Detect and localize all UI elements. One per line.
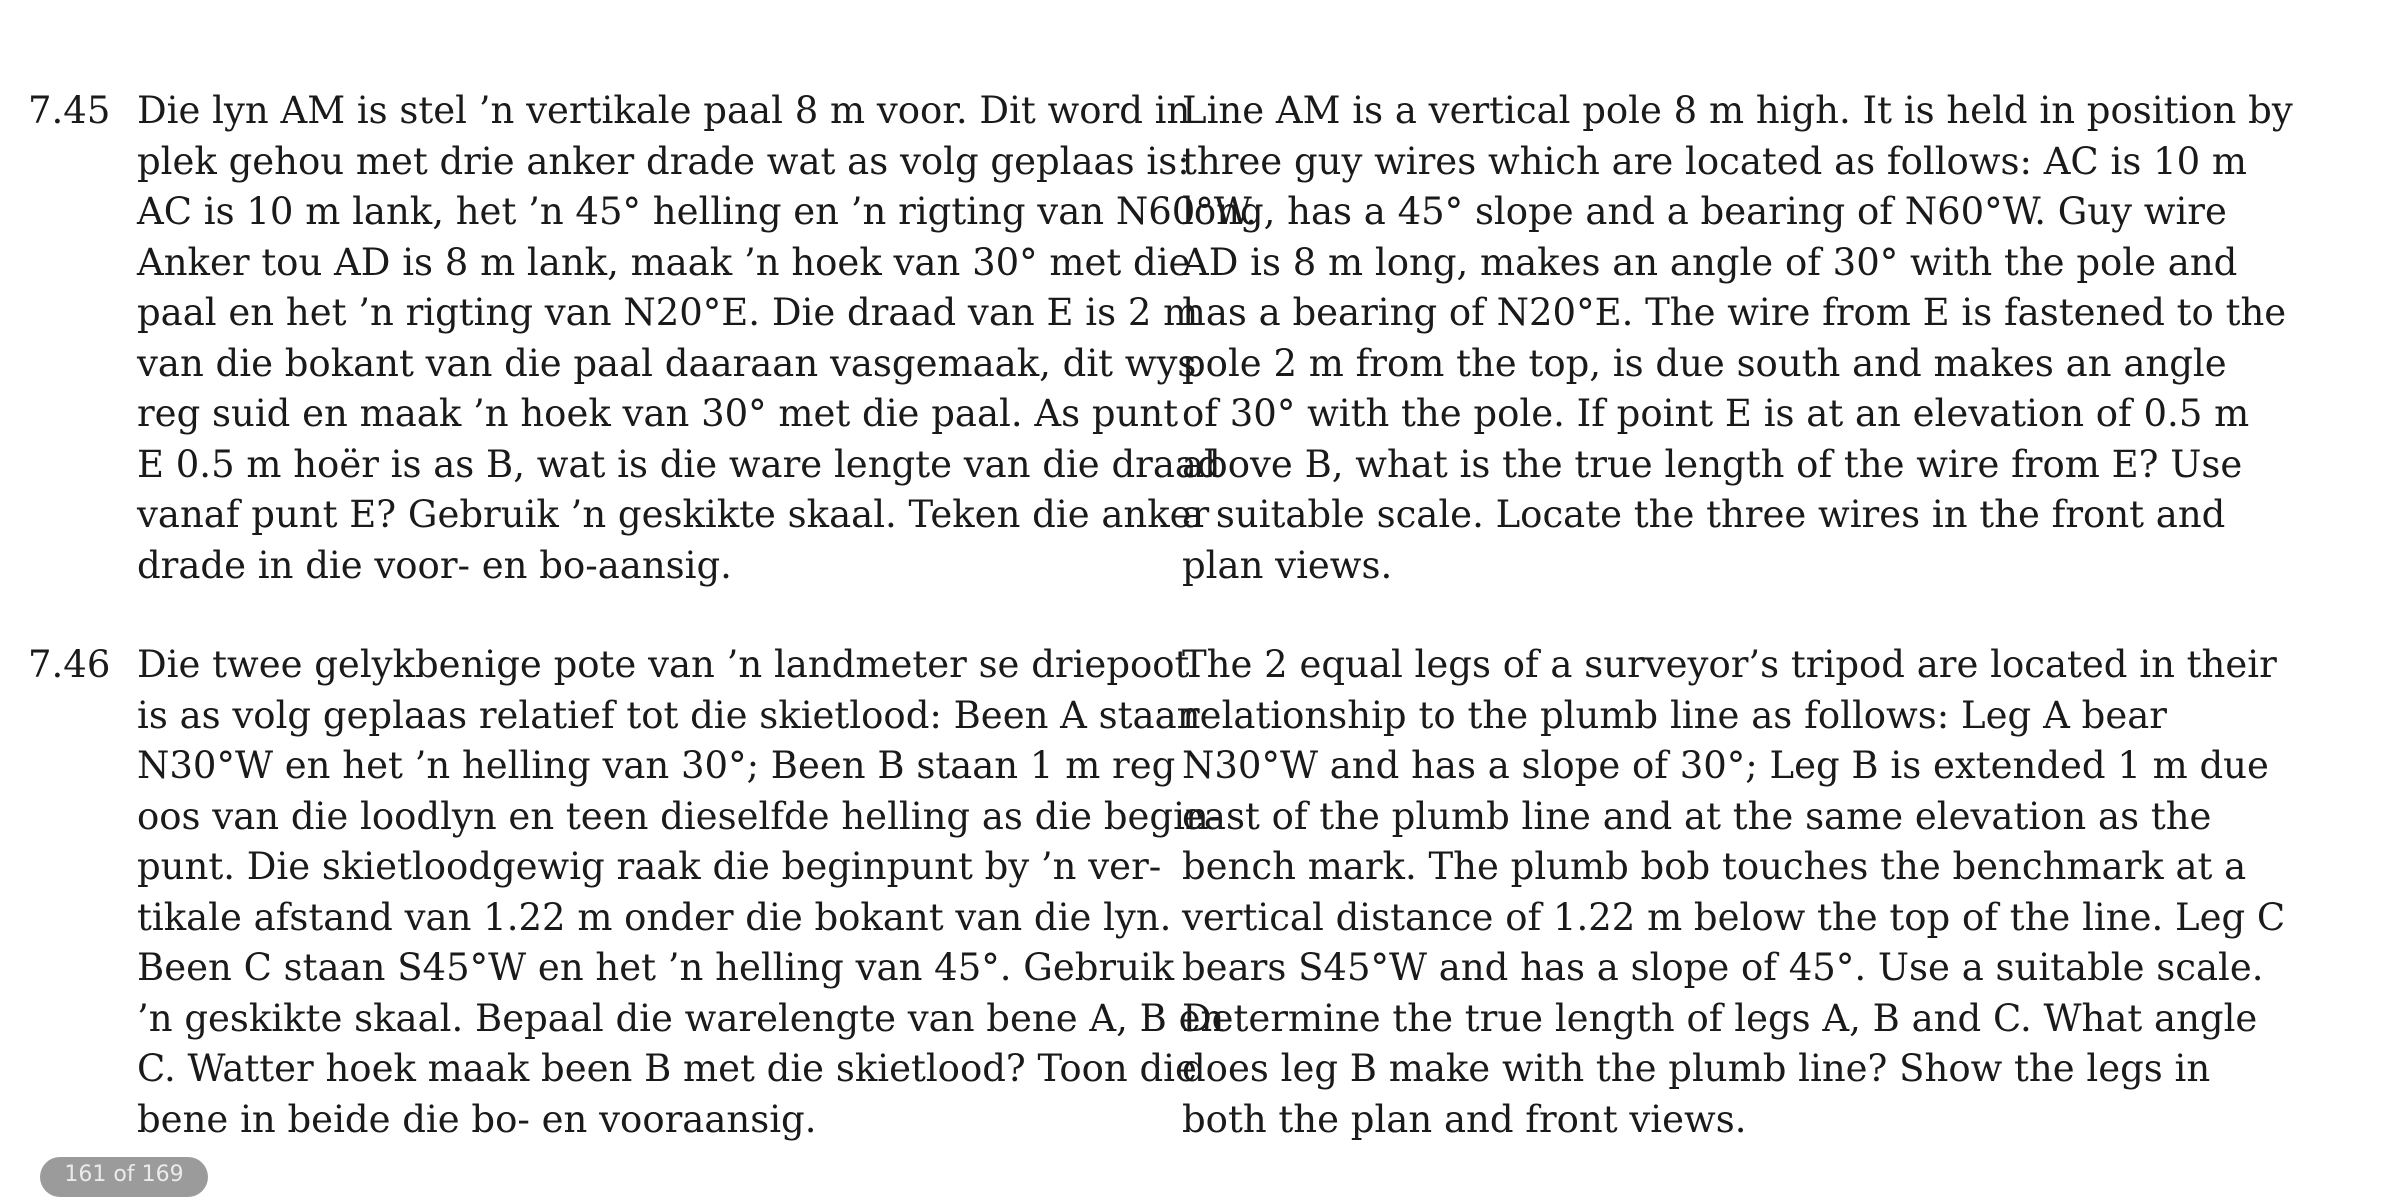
afrikaans-text [137, 86, 1258, 591]
problem-number: 7.45 [28, 89, 111, 132]
text-line: relationship to the plumb line as follows: Leg A bear [1182, 693, 2167, 737]
text-line: AD is 8 m long, makes an angle of 30° with the pole and [1182, 240, 2238, 284]
text-line: reg suid en maak ’n hoek van 30° met die paal. As punt [137, 392, 1179, 435]
text-line: N30°W and has a slope of 30°; Leg B is extended 1 m due [1182, 744, 2269, 787]
text-line: ’n geskikte skaal. Bepaal die warelengte van bene A, B en [137, 996, 1225, 1040]
text-line: vertical distance of 1.22 m below the top of the line. Leg C [1182, 895, 2286, 939]
text-line: bene in beide die bo- en vooraansig. [137, 1097, 817, 1141]
text-line: of 30° with the pole. If point E is at an elevation of 0.5 m [1182, 392, 2250, 435]
text-line: drade in die voor- en bo-aansig. [137, 543, 732, 587]
text-line: is as volg geplaas relatief tot die skietlood: Been A staan [137, 693, 1201, 737]
text-line: The 2 equal legs of a surveyor’s tripod are located in their [1182, 643, 2277, 686]
text-line: E 0.5 m hoër is as B, wat is die ware lengte van die draad [137, 442, 1221, 486]
text-line: has a bearing of N20°E. The wire from E is fastened to the [1182, 291, 2287, 334]
problem-number: 7.46 [28, 643, 111, 686]
text-line: east of the plumb line and at the same elevation as the [1182, 794, 2212, 838]
text-line: Die twee gelykbenige pote van ’n landmeter se driepoot [137, 643, 1190, 686]
text-line: both the plan and front views. [1182, 1097, 1747, 1141]
text-line: AC is 10 m lank, het ’n 45° helling en ’n rigting van N60°W. [137, 190, 1258, 233]
text-line: Been C staan S45°W en het ’n helling van 45°. Gebruik [137, 946, 1175, 989]
text-line: a suitable scale. Locate the three wires in the front and [1182, 493, 2226, 536]
text-line: Line AM is a vertical pole 8 m high. It is held in position by [1182, 89, 2293, 132]
page-indicator[interactable]: 161 of 169 [40, 1157, 208, 1197]
english-text [1182, 86, 2293, 591]
text-line: N30°W en het ’n helling van 30°; Been B staan 1 m reg [137, 744, 1176, 787]
text-line: Anker tou AD is 8 m lank, maak ’n hoek van 30° met die [137, 240, 1191, 284]
text-line: Die lyn AM is stel ’n vertikale paal 8 m voor. Dit word in [137, 89, 1191, 132]
text-line: long, has a 45° slope and a bearing of N60°W. Guy wire [1182, 190, 2227, 233]
text-line: bears S45°W and has a slope of 45°. Use a suitable scale. [1182, 946, 2264, 989]
text-line: vanaf punt E? Gebruik ’n geskikte skaal. Teken die anker [137, 493, 1210, 536]
text-line: Determine the true length of legs A, B and C. What angle [1182, 996, 2258, 1040]
text-line: paal en het ’n rigting van N20°E. Die draad van E is 2 m [137, 291, 1199, 334]
text-line: bench mark. The plumb bob touches the benchmark at a [1182, 845, 2247, 888]
text-line: plek gehou met drie anker drade wat as volg geplaas is: [137, 139, 1190, 183]
text-line: above B, what is the true length of the wire from E? Use [1182, 442, 2243, 486]
english-text [1182, 640, 2286, 1145]
text-line: pole 2 m from the top, is due south and makes an angle [1182, 341, 2227, 385]
text-line: C. Watter hoek maak been B met die skietlood? Toon die [137, 1047, 1197, 1090]
text-line: punt. Die skietloodgewig raak die beginpunt by ’n ver- [137, 845, 1162, 888]
text-line: van die bokant van die paal daaraan vasgemaak, dit wys [137, 341, 1197, 385]
text-line: tikale afstand van 1.22 m onder die bokant van die lyn. [137, 895, 1172, 939]
afrikaans-text [137, 640, 1225, 1145]
text-line: does leg B make with the plumb line? Show the legs in [1182, 1047, 2211, 1090]
text-line: oos van die loodlyn en teen dieselfde helling as die begin- [137, 794, 1222, 838]
text-line: three guy wires which are located as follows: AC is 10 m [1182, 139, 2248, 183]
text-line: plan views. [1182, 543, 1393, 587]
